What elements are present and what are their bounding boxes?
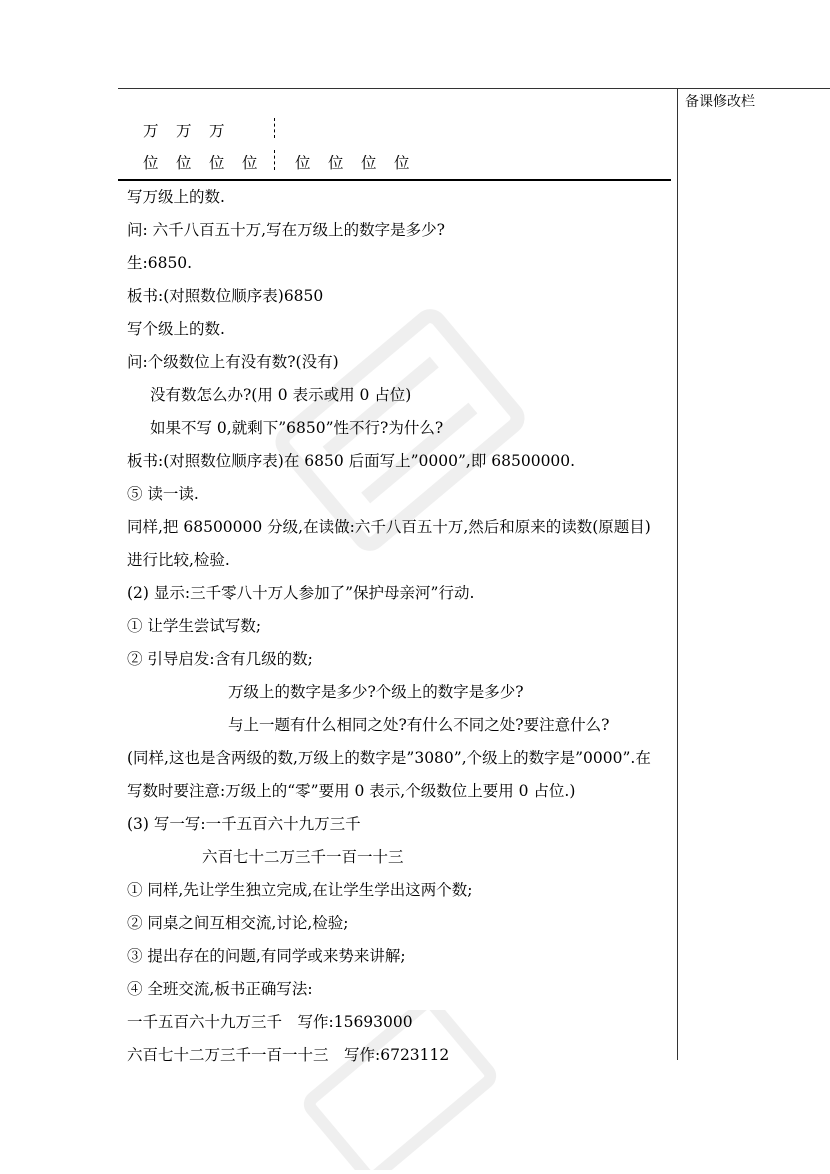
text-line: ⑤ 读一读. (127, 485, 199, 503)
sidebar-divider (677, 88, 678, 1060)
text-line: (2) 显示:三千零八十万人参加了”保护母亲河”行动. (127, 584, 475, 602)
place-value-cell: 万 (143, 122, 159, 140)
place-value-cell: 万 (209, 122, 225, 140)
sidebar-label: 备课修改栏 (685, 94, 755, 110)
text-line: 写数时要注意:万级上的“零”要用 0 表示,个级数位上要用 0 占位.) (127, 782, 576, 800)
text-line: (3) 写一写:一千五百六十九万三千 (127, 815, 361, 833)
place-value-cell: 位 (361, 154, 377, 172)
level-separator (274, 150, 275, 170)
text-line: 问:个级数位上有没有数?(没有) (127, 353, 339, 371)
watermark (300, 1010, 500, 1170)
top-border (118, 88, 830, 89)
text-line: 生:6850. (127, 254, 193, 272)
text-line: 与上一题有什么相同之处?有什么不同之处?要注意什么? (228, 716, 610, 734)
text-line: (同样,这也是含两级的数,万级上的数字是”3080”,个级上的数字是”0000”.在 (127, 749, 651, 767)
text-line: 写个级上的数. (127, 320, 225, 338)
text-line: 同样,把 68500000 分级,在读做:六千八百五十万,然后和原来的读数(原题目) (127, 518, 651, 536)
text-line: ② 引导启发:含有几级的数; (127, 650, 313, 668)
place-value-cell: 位 (328, 154, 344, 172)
place-value-cell: 位 (176, 154, 192, 172)
place-value-cell: 位 (209, 154, 225, 172)
place-value-cell: 位 (143, 154, 159, 172)
text-line: 进行比较,检验. (127, 551, 230, 569)
header-divider (118, 179, 671, 181)
text-line: 一千五百六十九万三千 写作:15693000 (127, 1013, 413, 1031)
text-line: 万级上的数字是多少?个级上的数字是多少? (228, 683, 524, 701)
text-line: 没有数怎么办?(用 0 表示或用 0 占位) (150, 386, 412, 404)
text-line: ① 同样,先让学生独立完成,在让学生学出这两个数; (127, 881, 473, 899)
level-separator (274, 118, 275, 138)
text-line: ② 同桌之间互相交流,讨论,检验; (127, 914, 349, 932)
text-line: 板书:(对照数位顺序表)6850 (127, 287, 324, 305)
place-value-cell: 位 (242, 154, 258, 172)
place-value-cell: 万 (176, 122, 192, 140)
place-value-cell: 位 (394, 154, 410, 172)
text-line: 六百七十二万三千一百一十三 (202, 848, 404, 866)
text-line: ③ 提出存在的问题,有同学或来势来讲解; (127, 947, 406, 965)
text-line: 板书:(对照数位顺序表)在 6850 后面写上”0000”,即 68500000. (127, 452, 576, 470)
text-line: 写万级上的数. (127, 188, 225, 206)
place-value-cell: 位 (295, 154, 311, 172)
text-line: ④ 全班交流,板书正确写法: (127, 980, 313, 998)
text-line: 如果不写 0,就剩下”6850”性不行?为什么? (150, 419, 444, 437)
text-line: ① 让学生尝试写数; (127, 617, 262, 635)
text-line: 六百七十二万三千一百一十三 写作:6723112 (127, 1046, 450, 1064)
text-line: 问: 六千八百五十万,写在万级上的数字是多少? (127, 221, 445, 239)
